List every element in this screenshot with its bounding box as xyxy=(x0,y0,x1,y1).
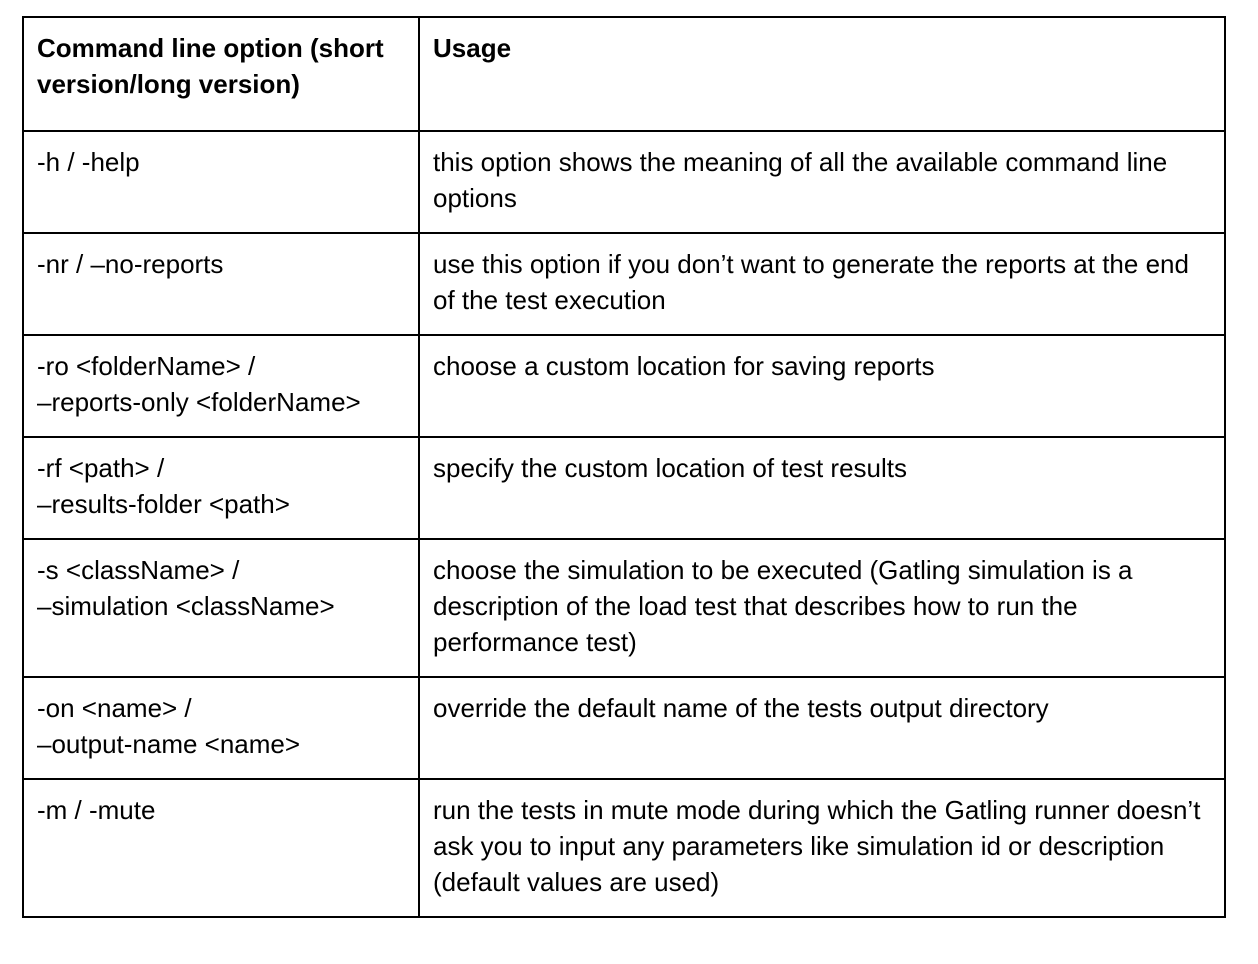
table-row xyxy=(23,437,1225,539)
option-line: –reports-only <folderName> xyxy=(37,387,361,417)
option-line: -h / -help xyxy=(37,147,140,177)
option-line: –output-name <name> xyxy=(37,729,301,759)
usage-cell: choose the simulation to be executed (Gatling simulation is a description of the load test that describes how to run the performance test) xyxy=(419,539,1225,677)
table-row xyxy=(23,233,1225,335)
command-options-table xyxy=(22,16,1226,918)
table-header-row xyxy=(23,17,1225,131)
option-line: –results-folder <path> xyxy=(37,489,290,519)
option-cell xyxy=(23,131,419,233)
option-line: -s <className> / xyxy=(37,555,240,585)
option-cell xyxy=(23,335,419,437)
table-row xyxy=(23,335,1225,437)
header-usage: Usage xyxy=(419,17,1225,131)
table-row xyxy=(23,539,1225,677)
option-cell xyxy=(23,677,419,779)
table-row xyxy=(23,677,1225,779)
usage-cell: run the tests in mute mode during which the Gatling runner doesn’t ask you to input any parameters like simulation id or description (default values are used) xyxy=(419,779,1225,917)
usage-cell: use this option if you don’t want to generate the reports at the end of the test execution xyxy=(419,233,1225,335)
option-line: –simulation <className> xyxy=(37,591,335,621)
option-line: -rf <path> / xyxy=(37,453,165,483)
option-line: -nr / –no-reports xyxy=(37,249,224,279)
table-row xyxy=(23,131,1225,233)
option-cell xyxy=(23,233,419,335)
option-cell xyxy=(23,437,419,539)
option-line: -ro <folderName> / xyxy=(37,351,256,381)
usage-cell: this option shows the meaning of all the available command line options xyxy=(419,131,1225,233)
usage-cell: override the default name of the tests output directory xyxy=(419,677,1225,779)
usage-cell: choose a custom location for saving reports xyxy=(419,335,1225,437)
header-option: Command line option (short version/long version) xyxy=(23,17,419,131)
option-line: -on <name> / xyxy=(37,693,192,723)
table-row xyxy=(23,779,1225,917)
option-cell xyxy=(23,539,419,677)
usage-cell: specify the custom location of test results xyxy=(419,437,1225,539)
option-cell xyxy=(23,779,419,917)
option-line: -m / -mute xyxy=(37,795,156,825)
